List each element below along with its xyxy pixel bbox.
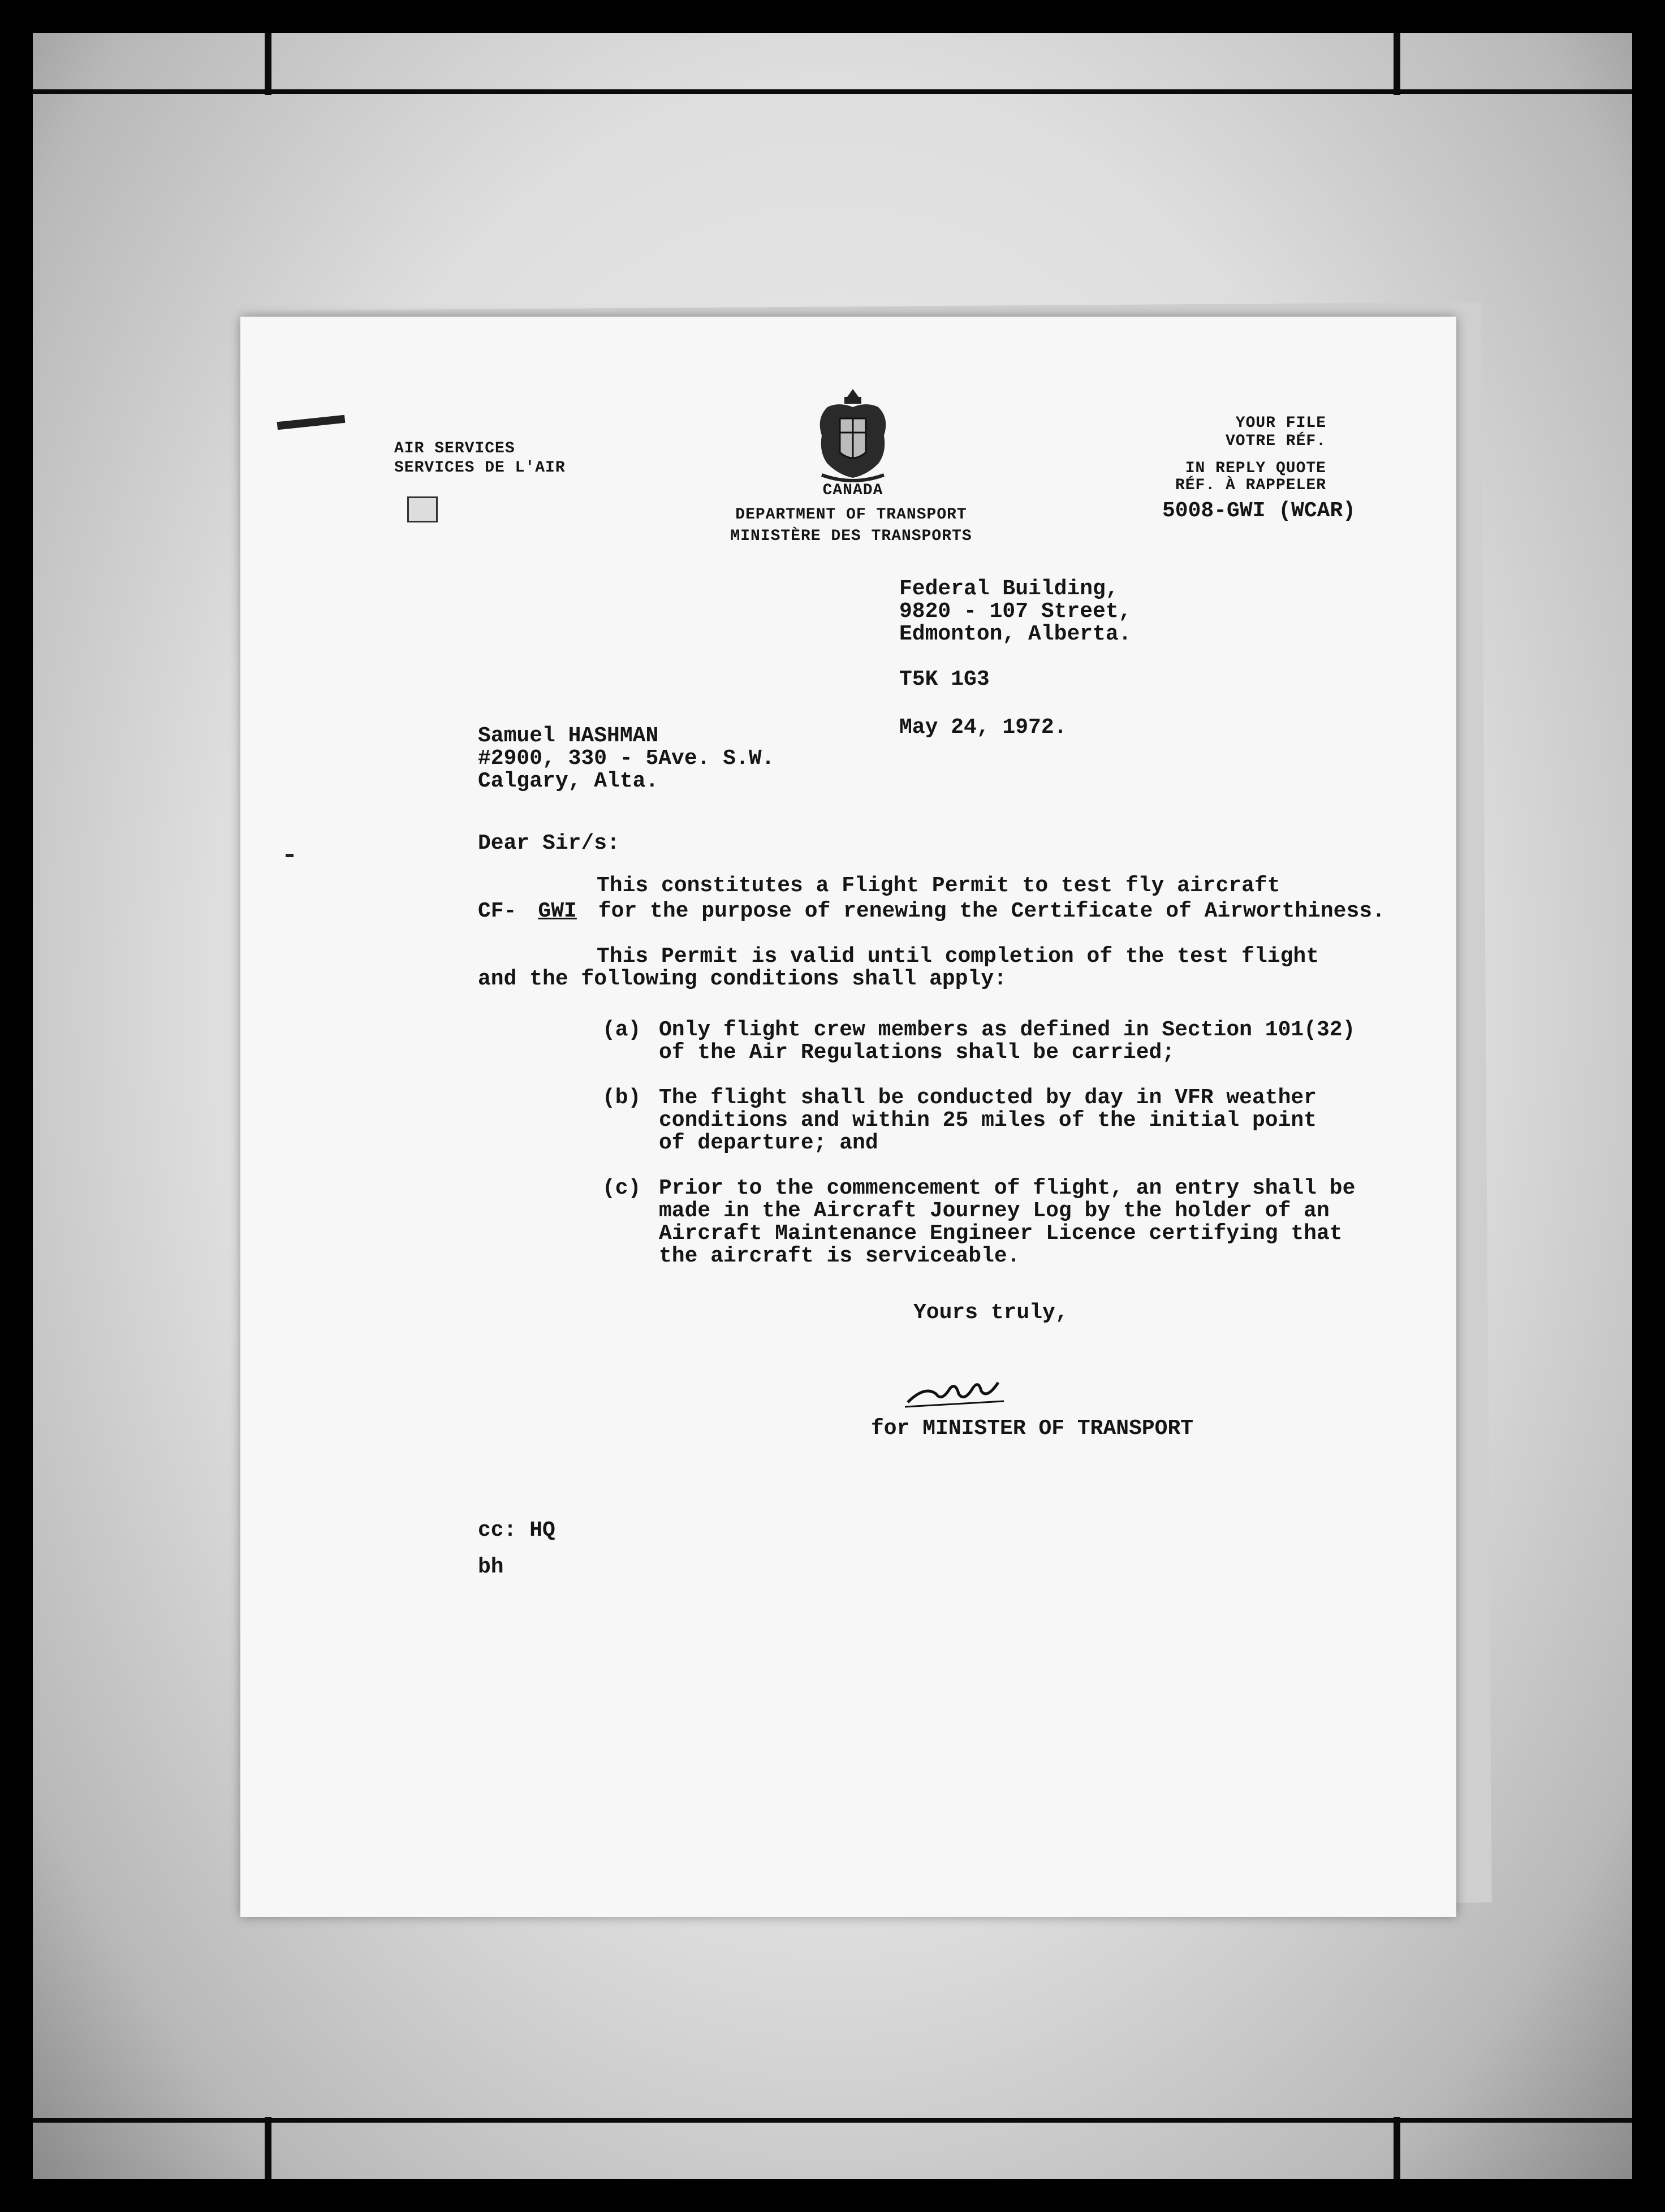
punch-mark bbox=[277, 415, 346, 430]
carbon-copy: cc: HQ bbox=[478, 1518, 555, 1543]
file-reference: 5008-GWI (WCAR) bbox=[1162, 499, 1356, 523]
body-para2-line1: This Permit is valid until completion of the test flight bbox=[597, 944, 1319, 969]
condition-label: (a) bbox=[602, 1018, 641, 1042]
body-para1-line2 bbox=[478, 899, 1385, 923]
condition-c-line2: made in the Aircraft Journey Log by the holder of an bbox=[659, 1199, 1330, 1223]
valediction: Yours truly, bbox=[913, 1301, 1068, 1325]
condition-b-line3: of departure; and bbox=[659, 1131, 878, 1155]
condition-label: (b) bbox=[602, 1086, 641, 1110]
condition-c-line1: Prior to the commencement of flight, an entry shall be bbox=[659, 1176, 1356, 1200]
condition-label: (c) bbox=[602, 1176, 641, 1200]
body-para2-line2: and the following conditions shall apply: bbox=[478, 967, 1007, 991]
aircraft-registration: GWI bbox=[538, 899, 577, 923]
address-line-1: Federal Building, bbox=[899, 577, 1119, 601]
condition-c-line4: the aircraft is serviceable. bbox=[659, 1244, 1020, 1268]
recipient-city: Calgary, Alta. bbox=[478, 769, 659, 793]
recipient-name: Samuel HASHMAN bbox=[478, 724, 659, 748]
votre-ref-label: VOTRE RÉF. bbox=[1225, 433, 1326, 450]
department-fr: MINISTÈRE DES TRANSPORTS bbox=[730, 528, 972, 545]
address-line-3: Edmonton, Alberta. bbox=[899, 622, 1132, 646]
condition-a-line2: of the Air Regulations shall be carried; bbox=[659, 1040, 1175, 1065]
frame-bottom-rule bbox=[33, 2118, 1632, 2123]
handwritten-signature bbox=[902, 1363, 1015, 1414]
aircraft-prefix: CF- bbox=[478, 899, 517, 923]
frame-top-rule bbox=[33, 89, 1632, 94]
your-file-label: YOUR FILE bbox=[1235, 414, 1326, 432]
air-services-en: AIR SERVICES bbox=[394, 440, 515, 457]
condition-c-line3: Aircraft Maintenance Engineer Licence certifying that bbox=[659, 1221, 1343, 1246]
small-stamp bbox=[407, 496, 438, 522]
frame-tick bbox=[265, 2117, 271, 2179]
condition-b-line1: The flight shall be conducted by day in VFR weather bbox=[659, 1086, 1317, 1110]
frame-tick bbox=[1394, 33, 1400, 95]
air-services-fr: SERVICES DE L'AIR bbox=[394, 459, 566, 477]
ref-a-rappeler-label: RÉF. À RAPPELER bbox=[1175, 477, 1326, 494]
condition-a-line1: Only flight crew members as defined in Section 101(32) bbox=[659, 1018, 1356, 1042]
letter-date: May 24, 1972. bbox=[899, 715, 1067, 740]
recipient-street: #2900, 330 - 5Ave. S.W. bbox=[478, 746, 775, 771]
salutation: Dear Sir/s: bbox=[478, 831, 620, 856]
signatory: for MINISTER OF TRANSPORT bbox=[871, 1416, 1194, 1441]
frame-tick bbox=[1394, 2117, 1400, 2179]
frame-tick bbox=[265, 33, 271, 95]
department-en: DEPARTMENT OF TRANSPORT bbox=[735, 506, 967, 524]
in-reply-quote-label: IN REPLY QUOTE bbox=[1185, 460, 1326, 477]
para1-line2-text: for the purpose of renewing the Certificate of Airworthiness. bbox=[598, 899, 1385, 923]
address-line-2: 9820 - 107 Street, bbox=[899, 599, 1132, 624]
condition-b-line2: conditions and within 25 miles of the initial point bbox=[659, 1108, 1317, 1133]
letter-page bbox=[240, 317, 1456, 1917]
typist-initials: bh bbox=[478, 1555, 504, 1579]
canada-coat-of-arms-icon bbox=[805, 384, 901, 498]
margin-mark bbox=[286, 854, 294, 857]
body-para1-line1: This constitutes a Flight Permit to test fly aircraft bbox=[597, 874, 1280, 898]
postal-code: T5K 1G3 bbox=[899, 667, 990, 692]
crest-caption: CANADA bbox=[822, 482, 883, 499]
